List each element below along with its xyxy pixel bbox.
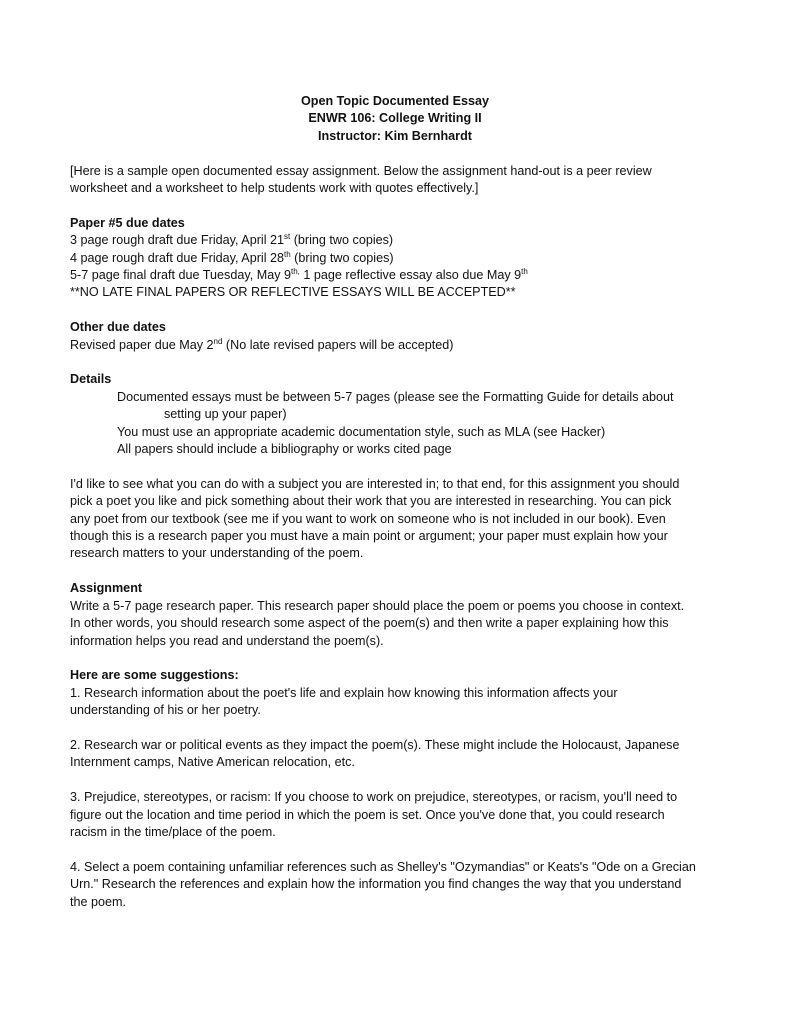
- suggestion-3-line: 3. Prejudice, stereotypes, or racism: If you choose to work on prejudice, stereotypes, or racism, you'll need to: [70, 790, 678, 805]
- details-item: You must use an appropriate academic documentation style, such as MLA (see Hacker): [117, 424, 606, 439]
- assignment-line: In other words, you should research some aspect of the poem(s) and then write a paper explaining how this: [70, 616, 669, 631]
- final-draft-line: 5-7 page final draft due Tuesday, May $9^{th,}$ 1 page reflective essay also due May 9th: [70, 267, 528, 283]
- document-page: [70, 93, 720, 911]
- title-line-3: Instructor: Kim Bernhardt: [318, 128, 472, 143]
- details-item-continuation: setting up your paper): [164, 407, 287, 422]
- suggestion-2-line: 2. Research war or political events as they impact the poem(s). These might include the Holocaust, Japanese: [70, 737, 680, 752]
- late-policy-line: **NO LATE FINAL PAPERS OR REFLECTIVE ESSAYS WILL BE ACCEPTED**: [70, 285, 516, 300]
- details-item: Documented essays must be between 5-7 pages (please see the Formatting Guide for details about: [117, 389, 674, 404]
- other-due-heading: Other due dates: [70, 320, 166, 335]
- body-line: I'd like to see what you can do with a subject you are interested in; to that end, for this assignment you should: [70, 476, 680, 491]
- body-line: any poet from our textbook (see me if you want to work on someone who is not included in our book). Even: [70, 511, 666, 526]
- suggestion-3-line: racism in the time/place of the poem.: [70, 824, 276, 839]
- assignment-heading: Assignment: [70, 581, 143, 596]
- body-line: pick a poet you like and pick something about their work that you are interested in researching. You can pick: [70, 494, 672, 509]
- suggestion-1-line: understanding of his or her poetry.: [70, 703, 261, 718]
- details-heading: Details: [70, 372, 112, 387]
- title-line-2: ENWR 106: College Writing II: [308, 111, 482, 126]
- body-line: though this is a research paper you must have a main point or argument; your paper must explain how your: [70, 529, 668, 544]
- document-title: [70, 93, 720, 145]
- revised-paper-line: Revised paper due May 2nd (No late revised papers will be accepted): [70, 336, 454, 352]
- intro-line: worksheet and a worksheet to help students work with quotes effectively.]: [70, 181, 479, 196]
- suggestion-3-line: figure out the location and time period in which the poem is set. Once you've done that, you could research: [70, 807, 665, 822]
- intro-line: [Here is a sample open documented essay assignment. Below the assignment hand-out is a peer review: [70, 163, 652, 178]
- title-line-1: Open Topic Documented Essay: [300, 94, 489, 108]
- body-line: research matters to your understanding of the poem.: [70, 546, 364, 561]
- suggestion-4-line: the poem.: [70, 894, 127, 909]
- details-section: [70, 371, 720, 458]
- suggestion-4-line: 4. Select a poem containing unfamiliar references such as Shelley's "Ozymandias" or Keats's "Ode on a Grecian: [70, 859, 696, 874]
- suggestion-1-line: 1. Research information about the poet's life and explain how knowing this information affects your: [70, 685, 618, 700]
- rough-draft-2-line: 4 page rough draft due Friday, April 28th (bring two copies): [70, 249, 394, 265]
- suggestions-section: [70, 667, 720, 911]
- other-due-section: [70, 319, 720, 354]
- intro-paragraph: [70, 163, 720, 198]
- details-item: All papers should include a bibliography or works cited page: [117, 442, 452, 457]
- body-paragraph: [70, 476, 720, 563]
- paper-due-section: [70, 215, 720, 302]
- suggestions-heading: Here are some suggestions:: [70, 668, 239, 683]
- suggestion-2-line: Internment camps, Native American relocation, etc.: [70, 755, 355, 770]
- assignment-line: Write a 5-7 page research paper. This research paper should place the poem or poems you choose in context.: [70, 598, 685, 613]
- paper-due-heading: Paper #5 due dates: [70, 215, 185, 230]
- assignment-section: [70, 580, 720, 650]
- rough-draft-1-line: 3 page rough draft due Friday, April 21st (bring two copies): [70, 232, 394, 248]
- suggestion-4-line: Urn." Research the references and explain how the information you find changes the way that you understand: [70, 877, 682, 892]
- assignment-line: information helps you read and understand the poem(s).: [70, 633, 384, 648]
